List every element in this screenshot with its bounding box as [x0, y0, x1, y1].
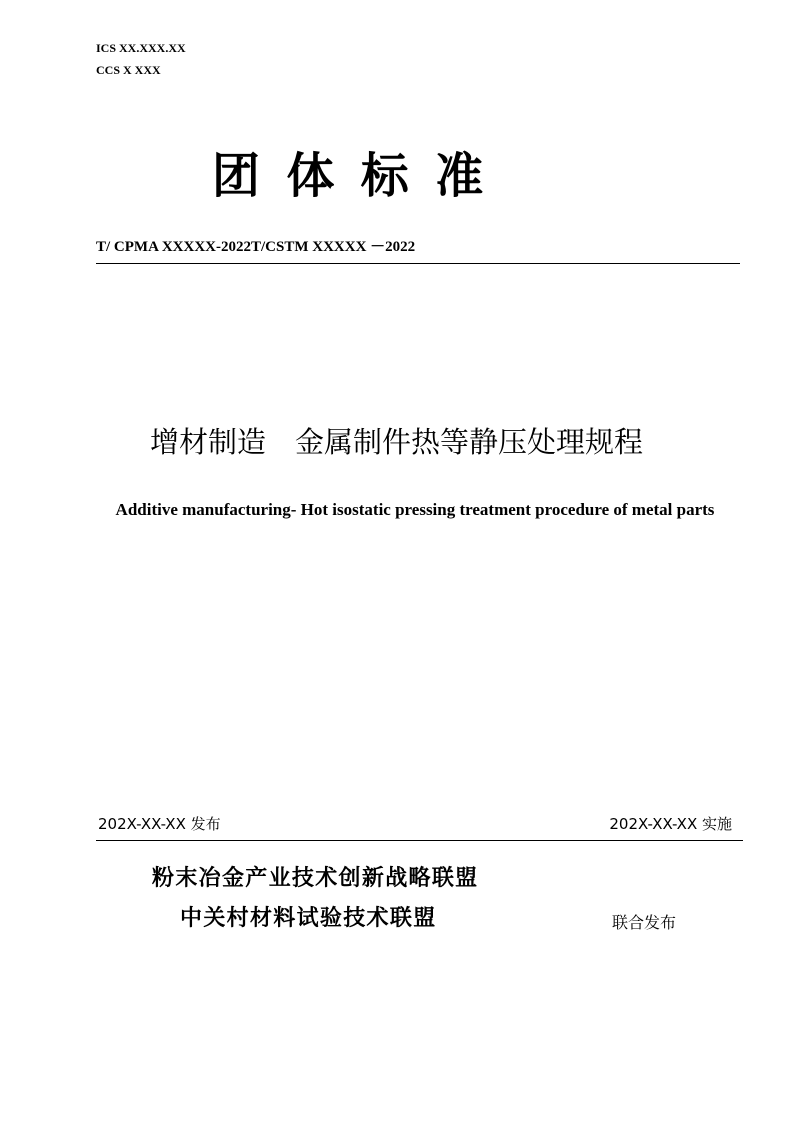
publish-date: 202X-XX-XX 发布 [98, 815, 221, 833]
joint-release-label: 联合发布 [612, 913, 677, 932]
bottom-divider [96, 840, 743, 841]
standard-type-heading: 团体标准 [212, 148, 510, 204]
ccs-code: CCS X XXX [96, 63, 161, 77]
document-title-chinese: 增材制造 金属制件热等静压处理规程 [149, 425, 643, 459]
publisher-org-2: 中关村材料试验技术联盟 [180, 906, 437, 931]
publisher-org-1: 粉末冶金产业技术创新战略联盟 [152, 866, 479, 891]
implement-date: 202X-XX-XX 实施 [609, 815, 732, 833]
document-title-english: Additive manufacturing- Hot isostatic pressing treatment procedure of metal parts [115, 500, 715, 519]
ics-code: ICS XX.XXX.XX [96, 41, 186, 55]
top-divider [96, 263, 740, 264]
standard-number: T/ CPMA XXXXX-2022T/CSTM XXXXX －2022 [96, 239, 416, 255]
